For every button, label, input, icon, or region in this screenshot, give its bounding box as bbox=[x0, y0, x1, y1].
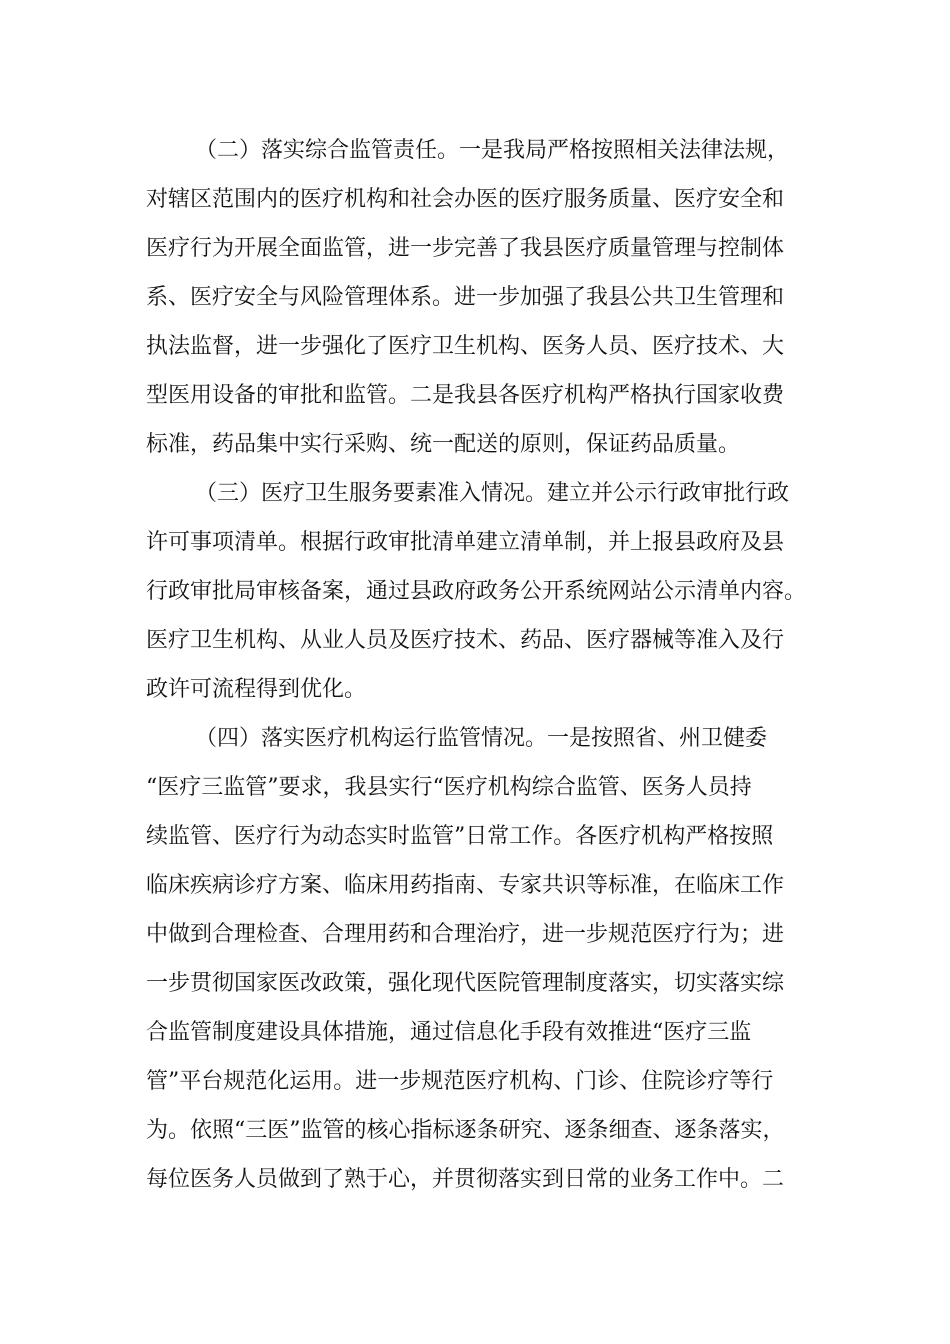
paragraph-2-line-3: 医疗行为开展全面监管，进一步完善了我县医疗质量管理与控制体 bbox=[146, 236, 785, 261]
paragraph-4-line-10: 每位医务人员做到了熟于心，并贯彻落实到日常的业务工作中。二 bbox=[146, 1167, 785, 1192]
paragraph-3-line-4: 医疗卫生机构、从业人员及医疗技术、药品、医疗器械等准入及行 bbox=[146, 628, 785, 653]
paragraph-2-line-1: （二）落实综合监管责任。一是我局严格按照相关法律法规， bbox=[195, 138, 790, 163]
paragraph-4-line-4: 临床疾病诊疗方案、临床用药指南、专家共识等标准，在临床工作 bbox=[146, 873, 785, 898]
paragraph-2-line-5: 执法监督，进一步强化了医疗卫生机构、医务人员、医疗技术、大 bbox=[146, 334, 785, 359]
paragraph-4-line-9: 为。依照“三医”监管的核心指标逐条研究、逐条细查、逐条落实， bbox=[146, 1118, 785, 1143]
paragraph-3-line-5: 政许可流程得到优化。 bbox=[146, 677, 367, 702]
paragraph-2-line-6: 型医用设备的审批和监管。二是我县各医疗机构严格执行国家收费 bbox=[146, 383, 785, 408]
paragraph-4-line-7: 合监管制度建设具体措施，通过信息化手段有效推进“医疗三监 bbox=[146, 1020, 752, 1045]
paragraph-2-line-2: 对辖区范围内的医疗机构和社会办医的医疗服务质量、医疗安全和 bbox=[146, 187, 785, 212]
paragraph-4-line-1: （四）落实医疗机构运行监管情况。一是按照省、州卫健委 bbox=[195, 726, 768, 751]
paragraph-4-line-6: 一步贯彻国家医改政策，强化现代医院管理制度落实，切实落实综 bbox=[146, 971, 785, 996]
paragraph-3-line-2: 许可事项清单。根据行政审批清单建立清单制，并上报县政府及县 bbox=[146, 530, 785, 555]
paragraph-2-line-7: 标准，药品集中实行采购、统一配送的原则，保证药品质量。 bbox=[146, 432, 741, 457]
paragraph-4-line-5: 中做到合理检查、合理用药和合理治疗，进一步规范医疗行为；进 bbox=[146, 922, 785, 947]
paragraph-4-line-2: “医疗三监管”要求，我县实行“医疗机构综合监管、医务人员持 bbox=[146, 775, 752, 800]
paragraph-3-line-3: 行政审批局审核备案，通过县政府政务公开系统网站公示清单内容。 bbox=[146, 579, 807, 604]
paragraph-2-line-4: 系、医疗安全与风险管理体系。进一步加强了我县公共卫生管理和 bbox=[146, 285, 785, 310]
paragraph-4-line-8: 管”平台规范化运用。进一步规范医疗机构、门诊、住院诊疗等行 bbox=[146, 1069, 774, 1094]
paragraph-3-line-1: （三）医疗卫生服务要素准入情况。建立并公示行政审批行政 bbox=[195, 481, 790, 506]
paragraph-4-line-3: 续监管、医疗行为动态实时监管”日常工作。各医疗机构严格按照 bbox=[146, 824, 774, 849]
